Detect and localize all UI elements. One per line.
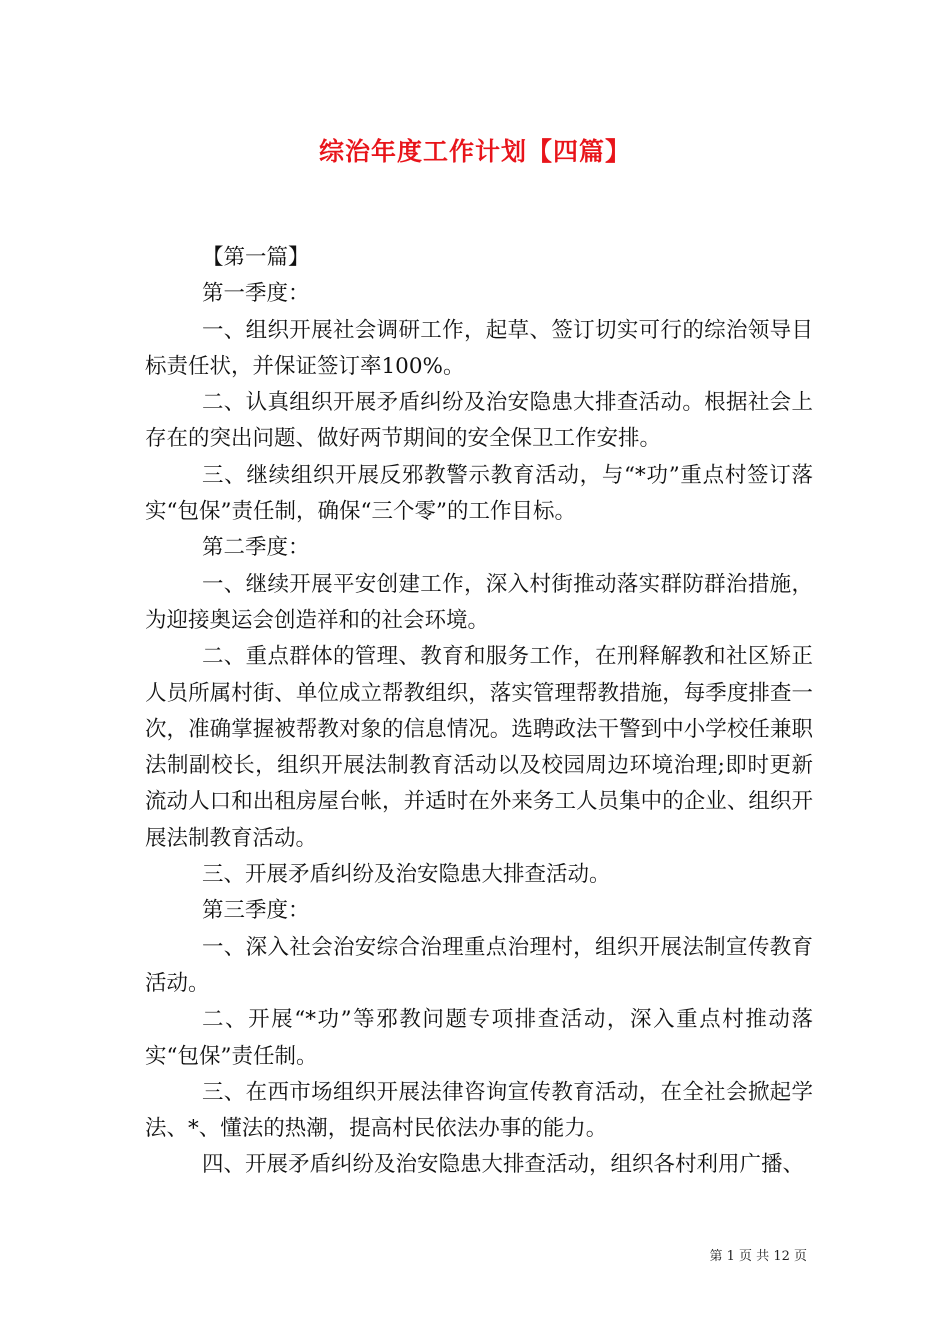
paragraph: 一、继续开展平安创建工作，深入村街推动落实群防群治措施，为迎接奥运会创造祥和的社会环境。 — [145, 571, 813, 633]
document-body — [145, 240, 813, 1184]
document-title: 综治年度工作计划【四篇】 — [318, 137, 631, 166]
quarter-heading-1: 第一季度： — [201, 281, 310, 307]
paragraph: 一、深入社会治安综合治理重点治理村，组织开展法制宣传教育活动。 — [145, 934, 813, 996]
paragraph: 四、开展矛盾纠纷及治安隐患大排查活动，组织各村利用广播、 — [201, 1152, 804, 1178]
paragraph: 一、组织开展社会调研工作，起草、签订切实可行的综治领导目标责任状，并保证签订率100%。 — [145, 317, 813, 379]
paragraph: 三、开展矛盾纠纷及治安隐患大排查活动。 — [201, 862, 611, 888]
paragraph: 二、认真组织开展矛盾纠纷及治安隐患大排查活动。根据社会上存在的突出问题、做好两节期间的安全保卫工作安排。 — [145, 390, 813, 452]
paragraph: 二、重点群体的管理、教育和服务工作，在刑释解教和社区矫正人员所属村街、单位成立帮教组织，落实管理帮教措施，每季度排查一次，准确掌握被帮教对象的信息情况。选聘政法干警到中小学校任兼职法制副校长，组织开展法制教育活动以及校园周边环境治理;即时更新流动人口和出租房屋台帐，并适时在外来务工人员集中的企业、组织开展法制教育活动。 — [145, 644, 813, 851]
paragraph: 二、开展“*功”等邪教问题专项排查活动，深入重点村推动落实“包保”责任制。 — [145, 1007, 813, 1069]
quarter-heading-3: 第三季度： — [201, 898, 310, 924]
page-number: 第 1 页 共 12 页 — [709, 1249, 807, 1264]
paragraph: 三、在西市场组织开展法律咨询宣传教育活动，在全社会掀起学法、*、懂法的热潮，提高村民依法办事的能力。 — [145, 1079, 813, 1142]
section-heading-first: 【第一篇】 — [201, 245, 310, 270]
paragraph: 三、继续组织开展反邪教警示教育活动，与“*功”重点村签订落实“包保”责任制，确保“三个零”的工作目标。 — [145, 462, 813, 525]
quarter-heading-2: 第二季度： — [201, 535, 310, 561]
